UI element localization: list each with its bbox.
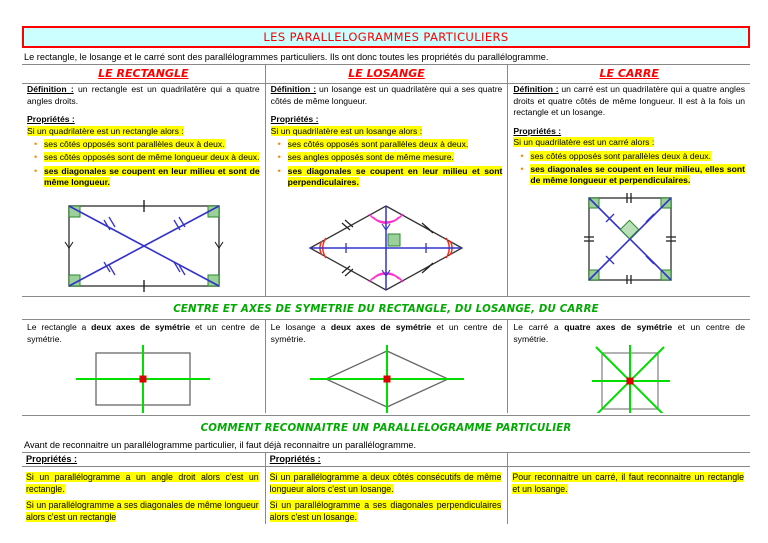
figure-square-axes [513,345,745,413]
cell-losange-content [265,84,508,296]
definition-text: un losange est un quadrilatère qui a ses quatre côtés de même longueur. [270,84,503,106]
symmetry-cell-losange [265,320,508,413]
symmetry-losange-text: Le losange a deux axes de symétrie et un centre de symétrie. [270,322,503,344]
definition-text: un rectangle est un quadrilatère qui a quatre angles droits. [27,84,260,106]
list-item: • ses côtés opposés sont parallèles deux à deux. [530,151,745,162]
column-heading-rectangle: LE RECTANGLE [98,67,189,80]
rectangle-properties-list [27,139,260,188]
list-item: • ses angles opposés sont de même mesure. [288,152,503,163]
recognise-heading-2: Propriétés : [265,453,508,466]
list-item: • ses côtés opposés sont de même longueur deux à deux. [44,152,260,163]
list-item: • ses diagonales se coupent en leur milieu et sont perpendiculaires. [288,166,503,189]
cell-carre-content [507,84,750,296]
carre-properties-label: Propriétés : [513,125,562,136]
rectangle-properties-label: Propriétés : [27,114,75,124]
recognise-cell-carre [507,467,750,523]
definition-label: Définition : [27,84,74,94]
recognise-intro: Avant de reconnaitre un parallélogramme particulier, il faut déjà reconnaitre un parallélogramme. [22,438,750,453]
rectangle-diagram [41,196,246,294]
symmetry-carre-text: Le carré a quatre axes de symétrie et un centre de symétrie. [513,322,745,344]
column-heading-carre: LE CARRE [507,65,750,83]
carre-definition [513,84,745,119]
figure-rectangle-axes [27,345,260,413]
list-item: • ses diagonales se coupent en leur milieu, elles sont de même longueur et perpendiculaires. [530,164,745,187]
recognise-statement: Si un parallélogramme a deux côtés consécutifs de même longueur alors c'est un losange. [269,472,502,494]
rhombus-axes-diagram [282,345,492,413]
square-diagram [527,192,732,284]
figure-rectangle-with-diagonals [27,196,260,294]
rhombus-diagram [284,198,489,296]
recognise-statement: Si un parallélogramme a ses diagonales de même longueur alors c'est un rectangle [26,500,259,522]
cell-rectangle-content [22,84,265,296]
definition-label: Définition : [513,84,559,94]
recognise-band-title: COMMENT RECONNAITRE UN PARALLELOGRAMME PARTICULIER [200,423,572,435]
recognise-section-banner [22,415,750,438]
column-heading-losange: LE LOSANGE [265,65,508,83]
recognise-cell-losange [265,467,508,523]
recognise-headings-row [22,453,750,467]
carre-properties-list [513,151,745,187]
recognise-cell-rectangle [22,467,265,523]
symmetry-row [22,320,750,413]
losange-properties-intro: Si un quadrilatère est un losange alors : [270,125,423,136]
list-item: • ses côtés opposés sont parallèles deux à deux. [288,139,503,150]
column-headings-row [22,65,750,84]
square-axes-diagram [524,345,734,413]
losange-properties-label: Propriétés : [270,114,319,124]
symmetry-cell-rectangle [22,320,265,413]
list-item: • ses côtés opposés sont parallèles deux à deux. [44,139,260,150]
intro-sentence: Le rectangle, le losange et le carré sont des parallélogrammes particuliers. Ils ont donc toutes les propriétés du parallélogramme. [22,51,750,65]
definition-label: Définition : [270,84,317,94]
symmetry-cell-carre [507,320,750,413]
carre-properties-intro: Si un quadrilatère est un carré alors : [513,137,655,147]
rectangle-axes-diagram [38,345,248,413]
symmetry-section-banner [22,296,750,320]
figure-rhombus-axes [271,345,503,413]
recognise-heading-1: Propriétés : [26,454,78,465]
definitions-row [22,84,750,296]
recognise-statement: Pour reconnaitre un carré, il faut reconnaitre un rectangle et un losange. [512,472,745,494]
definition-text: un carré est un quadrilatère qui a quatre angles droits et quatre côtés de même longueur. Il est à la fois un rectangle et un losange. [513,84,746,117]
list-item: • ses diagonales se coupent en leur milieu et sont de même longueur. [44,166,260,189]
figure-rhombus-with-diagonals [271,198,503,296]
symmetry-band-title: CENTRE ET AXES DE SYMETRIE DU RECTANGLE, DU LOSANGE, DU CARRE [173,304,599,316]
figure-square-with-diagonals [513,192,745,284]
recognise-statement: Si un parallélogramme a un angle droit alors c'est un rectangle. [26,472,259,494]
rectangle-definition [27,84,260,107]
losange-properties-list [271,139,503,188]
recognise-statement: Si un parallélogramme a ses diagonales perpendiculaires alors c'est un losange. [269,500,502,522]
losange-definition [271,84,503,107]
page-title-banner [22,26,750,48]
page-title: LES PARALLELOGRAMMES PARTICULIERS [263,30,509,44]
recognise-heading-3 [507,453,750,466]
recognise-content-row [22,467,750,523]
rectangle-properties-intro: Si un quadrilatère est un rectangle alors : [27,125,184,136]
symmetry-rectangle-text: Le rectangle a deux axes de symétrie et un centre de symétrie. [27,322,260,344]
